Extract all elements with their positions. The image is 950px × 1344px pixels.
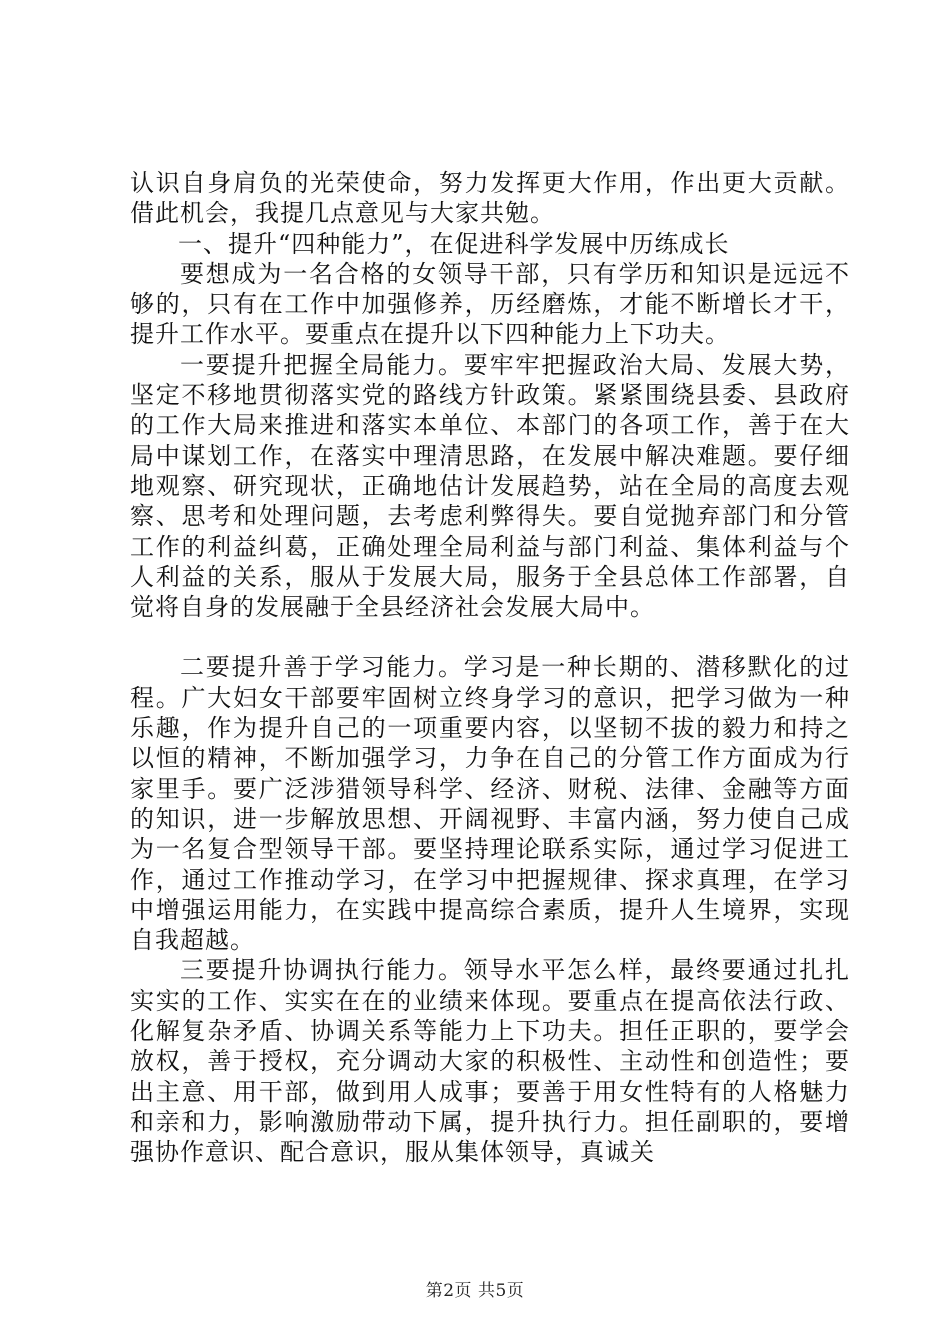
section-heading: 一、提升“四种能力”，在促进科学发展中历练成长 [178, 229, 730, 258]
page-number-footer: 第2页 共5页 [425, 1281, 525, 1301]
paragraph-continuation: 认识自身肩负的光荣使命，努力发挥更大作用，作出更大贡献。借此机会，我提几点意见与大家共勉。 [130, 169, 850, 228]
paragraph-ability-1: 一要提升把握全局能力。要牢牢把握政治大局、发展大势，坚定不移地贯彻落实党的路线方针政策。紧紧围绕县委、县政府的工作大局来推进和落实本单位、本部门的各项工作，善于在大局中谋划工作，在落实中理清思路，在发展中解决难题。要仔细地观察、研究现状，正确地估计发展趋势，站在全局的高度去观察、思考和处理问题，去考虑利弊得失。要自觉抛弃部门和分管工作的利益纠葛，正确处理全局利益与部门利益、集体利益与个人利益的关系，服从于发展大局，服务于全县总体工作部署，自觉将自身的发展融于全县经济社会发展大局中。 [130, 350, 850, 622]
paragraph-gap [130, 622, 850, 652]
paragraph-intro: 要想成为一名合格的女领导干部，只有学历和知识是远远不够的，只有在工作中加强修养，历经磨炼，才能不断增长才干，提升工作水平。要重点在提升以下四种能力上下功夫。 [130, 259, 850, 349]
paragraph-ability-3: 三要提升协调执行能力。领导水平怎么样，最终要通过扎扎实实的工作、实实在在的业绩来体现。要重点在提高依法行政、化解复杂矛盾、协调关系等能力上下功夫。担任正职的，要学会放权，善于授权，充分调动大家的积极性、主动性和创造性；要出主意、用干部，做到用人成事；要善于用女性特有的人格魅力和亲和力，影响激励带动下属，提升执行力。担任副职的，要增强协作意识、配合意识，服从集体领导，真诚关 [130, 956, 850, 1167]
paragraph-ability-2: 二要提升善于学习能力。学习是一种长期的、潜移默化的过程。广大妇女干部要牢固树立终身学习的意识，把学习做为一种乐趣，作为提升自己的一项重要内容，以坚韧不拔的毅力和持之以恒的精神，不断加强学习，力争在自己的分管工作方面成为行家里手。要广泛涉猎领导科学、经济、财税、法律、金融等方面的知识，进一步解放思想、开阔视野、丰富内涵，努力使自己成为一名复合型领导干部。要坚持理论联系实际，通过学习促进工作，通过工作推动学习，在学习中把握规律、探求真理，在学习中增强运用能力，在实践中提高综合素质，提升人生境界，实现自我超越。 [130, 653, 850, 955]
document-body [130, 168, 850, 1168]
